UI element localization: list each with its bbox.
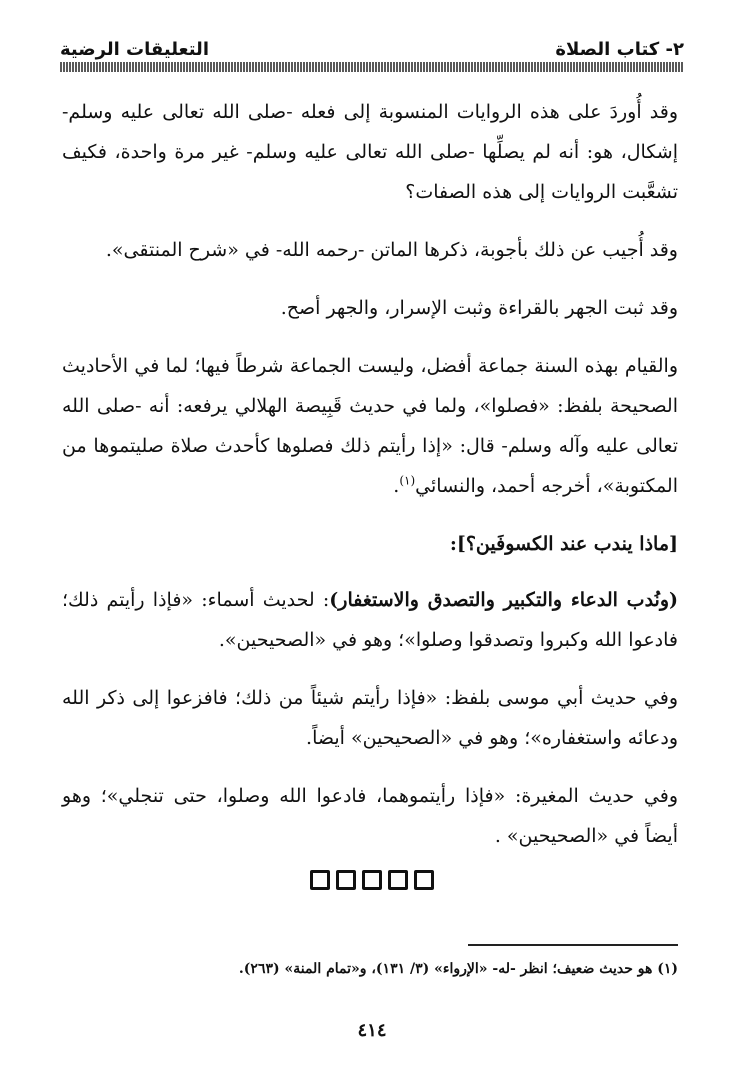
section-paragraph-1-lead: (ونُدب الدعاء والتكبير والتصدق والاستغفار) <box>329 589 678 611</box>
paragraph-1: وقد أُوردَ على هذه الروايات المنسوبة إلى فعله -صلى الله تعالى عليه وسلم- إشكال، هو: أنه لم يصلِّها -صلى الله تعالى عليه وسلم- غير مرة واحدة، فكيف تشعَّبت الروايات إلى هذه الصفات؟ <box>62 101 678 203</box>
paragraph-3: وقد ثبت الجهر بالقراءة وثبت الإسرار، والجهر أصح. <box>280 297 678 319</box>
ornament-square <box>362 870 382 890</box>
page-number: ٤١٤ <box>357 1020 387 1041</box>
book-title: التعليقات الرضية <box>60 39 209 60</box>
ornament-square <box>310 870 330 890</box>
paragraph-4-text: والقيام بهذه السنة جماعة أفضل، وليست الجماعة شرطاً فيها؛ لما في الأحاديث الصحيحة بلفظ: «فصلوا»، ولما في حديث قَبِيصة الهلالي يرفعه: أنه -صلى الله تعالى عليه وآله وسلم- قال: «إذا رأيتم ذلك فصلوها كأحدث صلاة صليتموها من المكتوبة»، أخرجه أحمد، والنسائي <box>62 355 678 497</box>
footnote: (١) هو حديث ضعيف؛ انظر -له- «الإرواء» (٣/ ١٣١)، و«تمام المنة» (٢٦٣). <box>238 961 678 977</box>
chapter-title: ٢- كتاب الصلاة <box>555 39 684 60</box>
section-paragraph-1 <box>62 580 678 660</box>
section-heading: [ماذا يندب عند الكسوفَين؟]: <box>449 533 678 555</box>
paragraph-2: وقد أُجيب عن ذلك بأجوبة، ذكرها الماتن -رحمه الله- في «شرح المنتقى». <box>105 239 678 261</box>
header-rule <box>60 62 684 72</box>
footnote-reference: (١) <box>399 473 416 488</box>
paragraph-4-end: . <box>393 475 400 497</box>
section-ornament <box>0 870 744 890</box>
ornament-square <box>414 870 434 890</box>
ornament-square <box>388 870 408 890</box>
paragraph-4 <box>62 346 678 506</box>
footnote-rule <box>468 944 678 946</box>
section-paragraph-3: وفي حديث المغيرة: «فإذا رأيتموهما، فادعوا الله وصلوا، حتى تنجلي»؛ وهو أيضاً في «الصحيحين» . <box>62 785 678 847</box>
main-text <box>62 92 678 874</box>
section-paragraph-2: وفي حديث أبي موسى بلفظ: «فإذا رأيتم شيئاً من ذلك؛ فافزعوا إلى ذكر الله ودعائه واستغفاره»؛ وهو في «الصحيحين» أيضاً. <box>62 687 678 749</box>
section-paragraph-1-rest: : لحديث أسماء: «فإذا رأيتم ذلك؛ فادعوا الله وكبروا وتصدقوا وصلوا»؛ وهو في «الصحيحين». <box>62 589 678 651</box>
ornament-square <box>336 870 356 890</box>
running-header <box>60 26 684 60</box>
